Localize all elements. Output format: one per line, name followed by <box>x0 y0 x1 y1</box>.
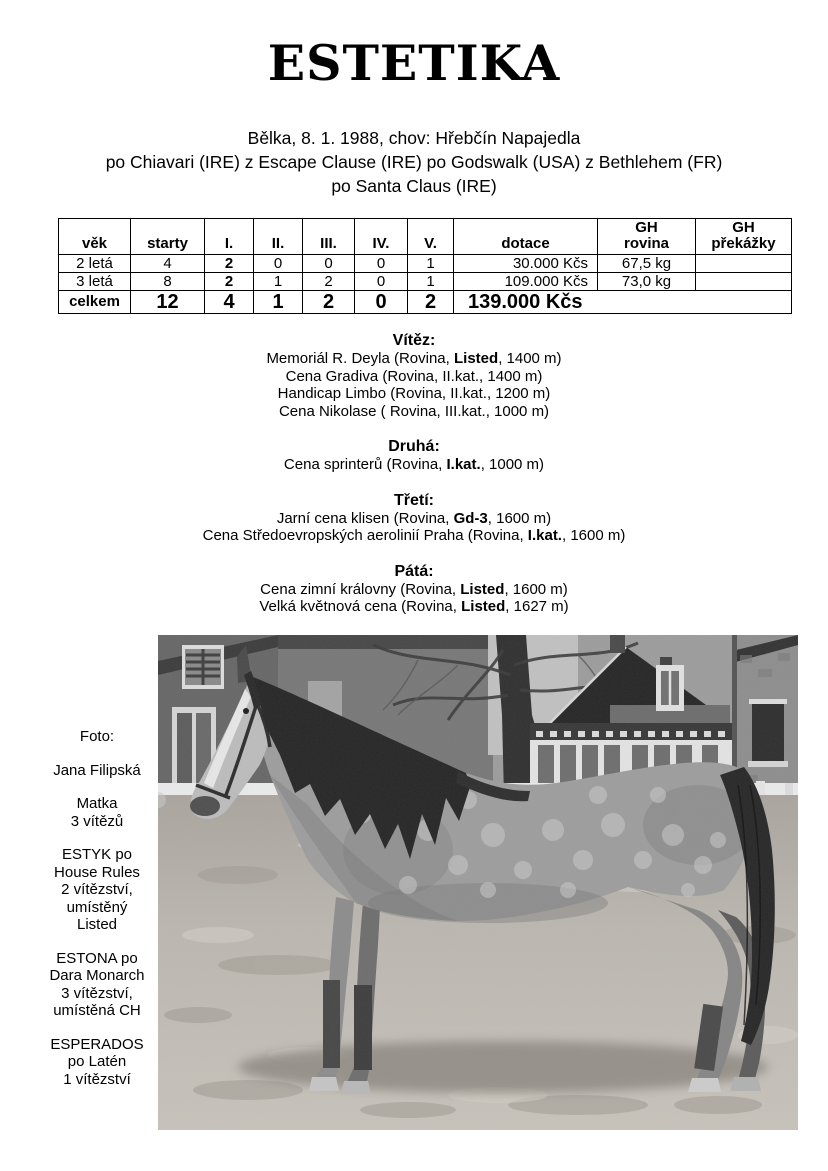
caption-line: House Rules <box>54 863 140 881</box>
caption-line: 3 vítězství, <box>61 984 133 1002</box>
race-line-text: Handicap Limbo (Rovina, II.kat., 1200 m) <box>277 385 551 402</box>
horse-photo-graphic <box>158 635 798 1130</box>
caption-line: ESTONA po <box>56 949 138 967</box>
table-cell <box>696 255 792 273</box>
section-heading: Druhá: <box>388 438 440 455</box>
birth-info-line: Bělka, 8. 1. 1988, chov: Hřebčín Napajedla <box>247 128 581 148</box>
race-line-text: , 1600 m) <box>504 580 568 598</box>
race-category-bold: I.kat. <box>527 527 562 544</box>
race-line <box>0 510 828 528</box>
result-section <box>0 492 828 545</box>
results-sections <box>0 332 828 634</box>
result-section <box>0 563 828 616</box>
race-line-text: Cena Středoevropských aerolinií Praha (Rovina, <box>202 527 528 544</box>
race-category-bold: Gd-3 <box>453 509 488 527</box>
caption-line: 3 vítězů <box>70 812 124 830</box>
caption-group <box>36 728 158 746</box>
table-cell: 1 <box>254 273 303 291</box>
caption-line: 1 vítězství <box>63 1070 131 1088</box>
total-label-cell: celkem <box>59 291 131 314</box>
table-cell: 1 <box>408 255 454 273</box>
race-category-bold: Listed <box>454 350 499 367</box>
table-header-row <box>59 219 792 255</box>
caption-line: Jana Filipská <box>53 761 141 779</box>
caption-line: Matka <box>76 795 118 812</box>
table-cell: 4 <box>131 255 205 273</box>
table-cell: 2 letá <box>59 255 131 273</box>
race-record-table <box>58 218 792 314</box>
race-line <box>0 598 828 616</box>
caption-line: Foto: <box>79 728 115 745</box>
result-section <box>0 332 828 420</box>
photo-caption-column <box>36 728 158 1104</box>
caption-group <box>36 1036 158 1089</box>
table-cell: 2 <box>205 255 254 273</box>
section-heading: Pátá: <box>394 562 434 580</box>
horse-photo <box>158 635 798 1130</box>
table-cell: 0 <box>254 255 303 273</box>
column-header: V. <box>408 219 454 255</box>
race-line <box>0 581 828 599</box>
race-line <box>0 403 828 421</box>
result-section <box>0 438 828 474</box>
horse-details <box>0 126 828 198</box>
race-line <box>0 368 828 386</box>
caption-line: Listed <box>76 916 118 933</box>
pedigree-line-1: po Chiavari (IRE) z Escape Clause (IRE) po Godswalk (USA) z Bethlehem (FR) <box>105 152 723 172</box>
race-line-text: , 1000 m) <box>480 456 545 473</box>
race-line <box>0 527 828 545</box>
pedigree-line-2: po Santa Claus (IRE) <box>331 176 497 196</box>
race-line-text: Jarní cena klisen (Rovina, <box>276 509 454 527</box>
race-category-bold: I.kat. <box>446 456 481 473</box>
caption-group <box>36 846 158 934</box>
total-value-cell: 2 <box>408 291 454 314</box>
table-cell: 109.000 Kčs <box>454 273 598 291</box>
total-value-cell: 4 <box>205 291 254 314</box>
race-line-text: , 1400 m) <box>498 350 562 367</box>
race-line-text: Memoriál R. Deyla (Rovina, <box>266 350 454 367</box>
column-header: GH překážky <box>696 219 792 255</box>
column-header: III. <box>303 219 355 255</box>
table-cell: 30.000 Kčs <box>454 255 598 273</box>
column-header: dotace <box>454 219 598 255</box>
table-cell <box>696 273 792 291</box>
total-dotace-cell: 139.000 Kčs <box>454 291 792 314</box>
column-header: I. <box>205 219 254 255</box>
caption-group <box>36 795 158 830</box>
caption-line: 2 vítězství, <box>61 881 133 898</box>
total-value-cell: 1 <box>254 291 303 314</box>
section-heading: Vítěz: <box>392 332 436 349</box>
table-row <box>59 255 792 273</box>
column-header: věk <box>59 219 131 255</box>
caption-line: ESPERADOS <box>50 1035 144 1053</box>
table-cell: 67,5 kg <box>598 255 696 273</box>
photo-grain-overlay <box>158 635 798 1130</box>
race-line-text: Cena zimní královny (Rovina, <box>260 580 461 598</box>
table-cell: 2 <box>205 273 254 291</box>
caption-line: po Latén <box>67 1053 127 1070</box>
table-cell: 3 letá <box>59 273 131 291</box>
table-cell: 1 <box>408 273 454 291</box>
caption-group <box>36 762 158 780</box>
race-line-text: Velká květnová cena (Rovina, <box>259 598 462 615</box>
race-line-text: Cena Nikolase ( Rovina, III.kat., 1000 m) <box>278 402 550 420</box>
table-cell: 0 <box>355 255 408 273</box>
total-value-cell: 2 <box>303 291 355 314</box>
table-total-row <box>59 291 792 314</box>
race-line-text: Cena sprinterů (Rovina, <box>283 456 447 473</box>
race-category-bold: Listed <box>461 598 506 615</box>
table-cell: 2 <box>303 273 355 291</box>
column-header: II. <box>254 219 303 255</box>
race-line-text: Cena Gradiva (Rovina, II.kat., 1400 m) <box>285 367 543 385</box>
column-header: IV. <box>355 219 408 255</box>
table-body <box>59 255 792 314</box>
section-heading: Třetí: <box>394 491 434 509</box>
race-line <box>0 385 828 403</box>
table-row <box>59 273 792 291</box>
total-value-cell: 0 <box>355 291 408 314</box>
race-line <box>0 456 828 474</box>
total-value-cell: 12 <box>131 291 205 314</box>
column-header: GH rovina <box>598 219 696 255</box>
page-title: ESTETIKA <box>267 34 561 92</box>
race-line-text: , 1600 m) <box>487 509 552 527</box>
caption-group <box>36 950 158 1020</box>
table-cell: 0 <box>303 255 355 273</box>
table-cell: 0 <box>355 273 408 291</box>
caption-line: umístěný <box>66 898 128 916</box>
column-header: starty <box>131 219 205 255</box>
table-cell: 8 <box>131 273 205 291</box>
caption-line: Dara Monarch <box>49 967 145 984</box>
caption-line: ESTYK po <box>61 846 133 863</box>
race-category-bold: Listed <box>460 580 505 598</box>
caption-line: umístěná CH <box>53 1002 141 1019</box>
race-line-text: , 1627 m) <box>505 598 569 615</box>
race-line-text: , 1600 m) <box>561 527 626 544</box>
race-line <box>0 350 828 368</box>
table-cell: 73,0 kg <box>598 273 696 291</box>
